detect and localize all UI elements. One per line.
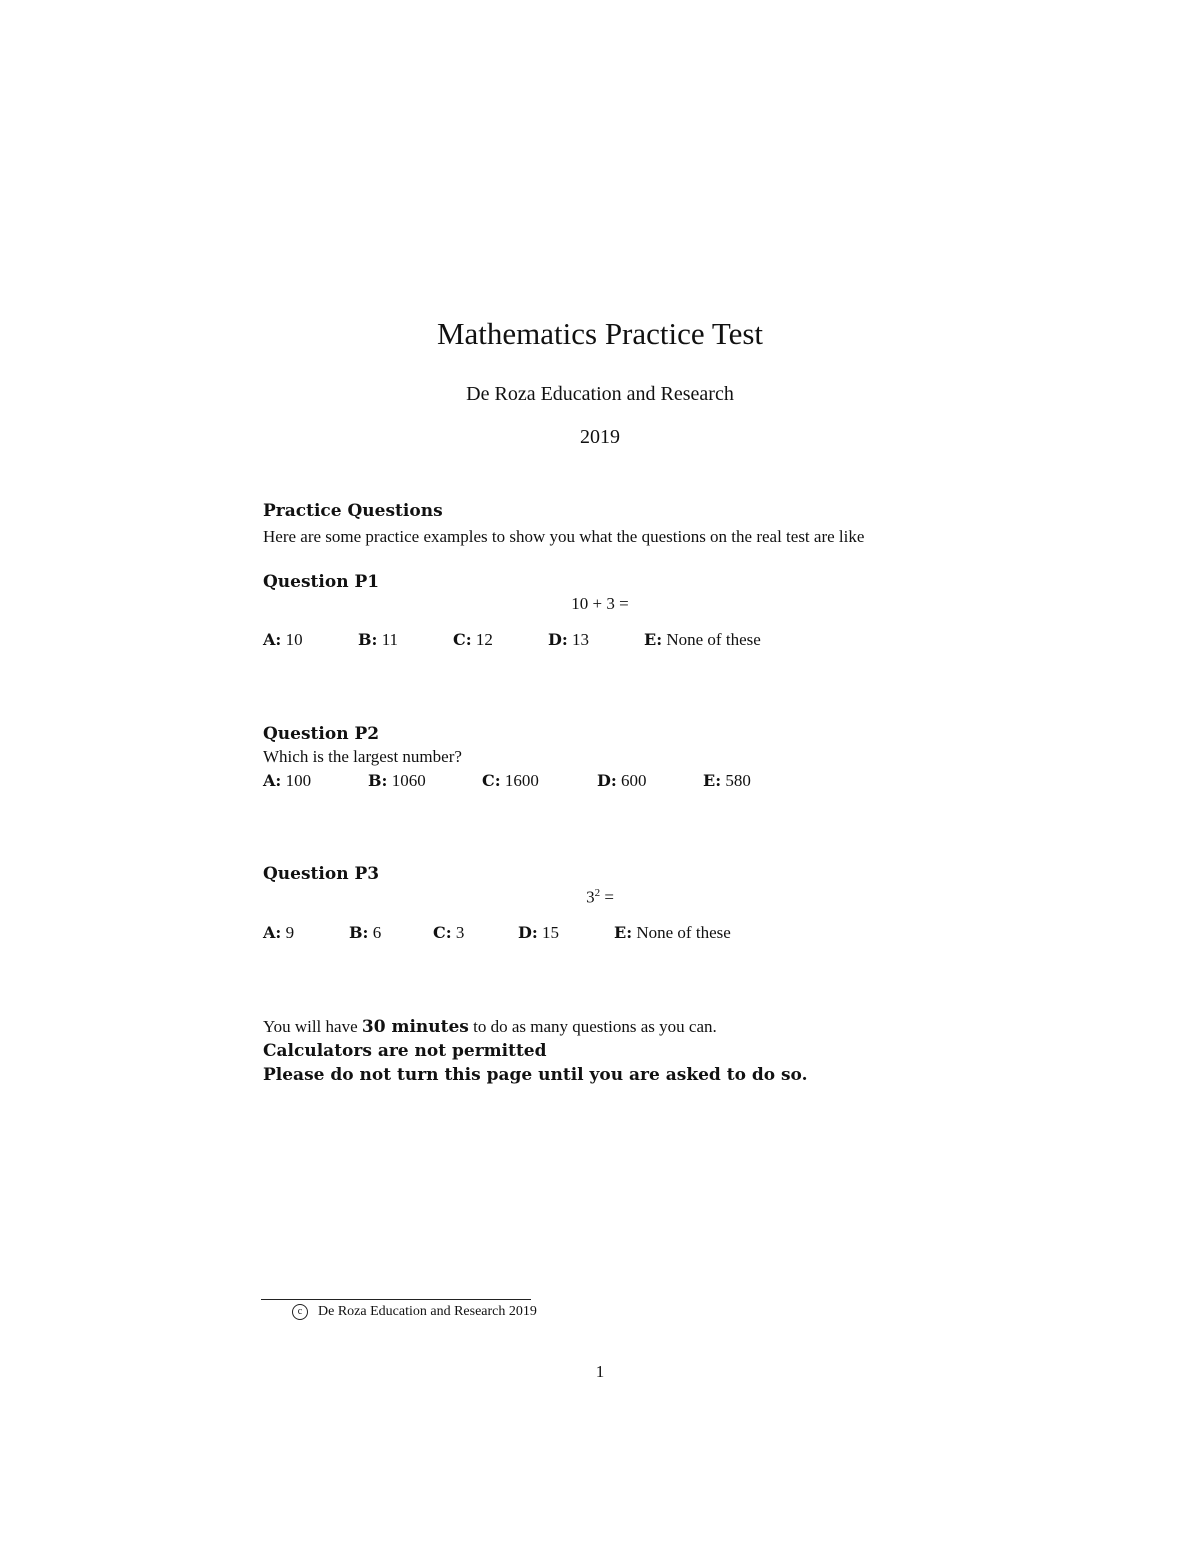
option-value: 13 xyxy=(572,630,590,649)
option-value: 10 xyxy=(285,630,303,649)
option-letter: A: xyxy=(263,630,282,649)
answer-option xyxy=(482,771,539,791)
option-letter: B: xyxy=(358,630,378,649)
equation-exponent: 2 xyxy=(594,887,601,899)
answer-option xyxy=(368,771,426,791)
option-value: 11 xyxy=(381,630,399,649)
option-letter: D: xyxy=(597,771,617,790)
option-value: 12 xyxy=(475,630,493,649)
option-letter: A: xyxy=(263,771,282,790)
answer-option xyxy=(644,630,761,650)
footnote xyxy=(292,1304,537,1320)
equation-rest: = xyxy=(600,887,614,907)
document-title: Mathematics Practice Test xyxy=(436,316,764,351)
option-letter: E: xyxy=(644,630,663,649)
option-value: 6 xyxy=(372,923,382,942)
calculator-notice: Calculators are not permitted xyxy=(263,1041,547,1061)
page-number: 1 xyxy=(595,1362,605,1381)
answer-option xyxy=(263,923,294,943)
answer-option xyxy=(614,923,731,943)
answer-option xyxy=(703,771,751,791)
answer-option xyxy=(349,923,381,943)
option-value: 1600 xyxy=(504,771,539,790)
answer-option xyxy=(433,923,464,943)
equation-base: 3 xyxy=(586,887,595,907)
question-label: Question P1 xyxy=(263,572,380,592)
answer-option xyxy=(263,630,303,650)
option-value: None of these xyxy=(636,923,731,942)
practice-heading: Practice Questions xyxy=(263,501,443,521)
option-letter: E: xyxy=(703,771,722,790)
question-equation xyxy=(0,887,1200,908)
option-letter: A: xyxy=(263,923,282,942)
time-post: to do as many questions as you can. xyxy=(468,1017,717,1036)
turn-page-notice: Please do not turn this page until you are asked to do so. xyxy=(263,1065,808,1085)
option-letter: C: xyxy=(433,923,452,942)
time-duration: 30 minutes xyxy=(361,1017,469,1037)
question-equation: 10 + 3 = xyxy=(571,594,629,613)
option-value: 100 xyxy=(285,771,312,790)
practice-intro: Here are some practice examples to show you what the questions on the real test are like xyxy=(263,527,865,546)
option-letter: B: xyxy=(349,923,369,942)
option-value: None of these xyxy=(666,630,761,649)
question-prompt: Which is the largest number? xyxy=(263,747,462,766)
option-value: 9 xyxy=(285,923,295,942)
answer-option xyxy=(358,630,398,650)
document-year: 2019 xyxy=(580,426,620,448)
option-value: 580 xyxy=(725,771,751,790)
option-value: 3 xyxy=(455,923,465,942)
option-value: 1060 xyxy=(391,771,426,790)
answer-option xyxy=(453,630,493,650)
option-letter: E: xyxy=(614,923,633,942)
answer-option xyxy=(518,923,559,943)
time-pre: You will have xyxy=(263,1017,362,1036)
option-letter: B: xyxy=(368,771,388,790)
time-instruction xyxy=(263,1017,717,1037)
option-letter: D: xyxy=(518,923,538,942)
copyright-icon: c xyxy=(292,1304,308,1320)
question-label: Question P3 xyxy=(263,864,380,884)
option-value: 600 xyxy=(621,771,647,790)
footnote-rule xyxy=(261,1299,531,1300)
option-letter: D: xyxy=(548,630,568,649)
answer-option xyxy=(597,771,647,791)
document-subtitle: De Roza Education and Research xyxy=(466,383,734,405)
answer-option xyxy=(263,771,311,791)
footnote-text: De Roza Education and Research 2019 xyxy=(318,1304,537,1320)
answer-option xyxy=(548,630,589,650)
option-letter: C: xyxy=(453,630,472,649)
option-letter: C: xyxy=(482,771,501,790)
question-label: Question P2 xyxy=(263,724,380,744)
option-value: 15 xyxy=(542,923,560,942)
